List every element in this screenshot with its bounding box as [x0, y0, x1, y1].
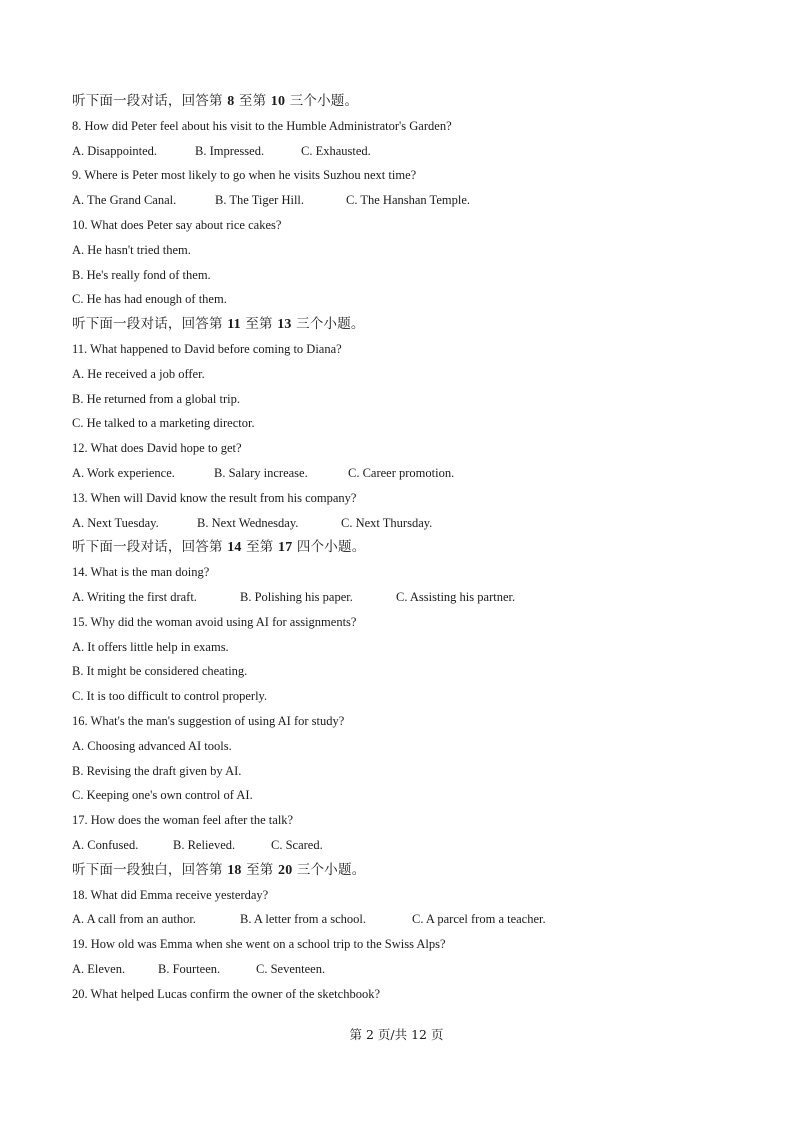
option-c[interactable]: C. He has had enough of them.	[72, 292, 227, 307]
section-heading: 听下面一段对话，回答第 11 至第 13 三个小题。	[72, 316, 365, 333]
question-text: 16. What's the man's suggestion of using AI for study?	[72, 713, 345, 728]
question-text: 12. What does David hope to get?	[72, 441, 242, 456]
option-a[interactable]: A. He hasn't tried them.	[72, 242, 191, 257]
option-c[interactable]: C. Scared.	[271, 837, 323, 852]
option-b[interactable]: B. Relieved.	[173, 837, 236, 852]
option-a[interactable]: A. Eleven.	[72, 961, 126, 976]
exam-page	[72, 89, 752, 1006]
option-a[interactable]: A. Next Tuesday.	[72, 515, 159, 530]
question-text: 9. Where is Peter most likely to go when he visits Suzhou next time?	[72, 168, 417, 183]
options-row	[72, 585, 752, 610]
option-b[interactable]: B. It might be considered cheating.	[72, 664, 248, 679]
option-c[interactable]: C. Career promotion.	[348, 465, 455, 480]
option-b[interactable]: B. Revising the draft given by AI.	[72, 763, 242, 778]
option-b[interactable]: B. Fourteen.	[158, 961, 221, 976]
options-row	[72, 833, 752, 858]
option-a[interactable]: A. Work experience.	[72, 465, 175, 480]
section-heading: 听下面一段独白，回答第 18 至第 20 三个小题。	[72, 861, 366, 878]
option-a[interactable]: A. A call from an author.	[72, 912, 196, 927]
option-a[interactable]: A. He received a job offer.	[72, 366, 205, 381]
question-text: 17. How does the woman feel after the talk?	[72, 813, 294, 828]
question-text: 13. When will David know the result from his company?	[72, 490, 357, 505]
option-a[interactable]: A. Writing the first draft.	[72, 589, 197, 604]
option-c[interactable]: C. Exhausted.	[301, 143, 371, 158]
question-text: 18. What did Emma receive yesterday?	[72, 887, 269, 902]
question-text: 15. Why did the woman avoid using AI for assignments?	[72, 614, 357, 629]
option-b[interactable]: B. Polishing his paper.	[240, 589, 353, 604]
question-text: 14. What is the man doing?	[72, 565, 210, 580]
option-c[interactable]: C. He talked to a marketing director.	[72, 416, 255, 431]
question-text: 20. What helped Lucas confirm the owner of the sketchbook?	[72, 986, 381, 1001]
question-text: 19. How old was Emma when she went on a school trip to the Swiss Alps?	[72, 937, 446, 952]
option-c[interactable]: C. Assisting his partner.	[396, 589, 516, 604]
option-c[interactable]: C. Seventeen.	[256, 961, 326, 976]
section-heading: 听下面一段对话，回答第 8 至第 10 三个小题。	[72, 93, 359, 109]
options-row	[72, 907, 752, 932]
options-row	[72, 511, 752, 536]
option-b[interactable]: B. Next Wednesday.	[197, 515, 299, 530]
option-b[interactable]: B. Salary increase.	[214, 465, 308, 480]
option-b[interactable]: B. He's really fond of them.	[72, 267, 211, 282]
option-c[interactable]: C. Keeping one's own control of AI.	[72, 788, 253, 803]
section-heading: 听下面一段对话，回答第 14 至第 17 四个小题。	[72, 539, 366, 556]
option-a[interactable]: A. It offers little help in exams.	[72, 639, 229, 654]
question-text: 11. What happened to David before coming to Diana?	[72, 341, 342, 356]
option-a[interactable]: A. Confused.	[72, 837, 139, 852]
option-c[interactable]: C. The Hanshan Temple.	[346, 193, 470, 208]
page-footer: 第 2 页/共 12 页	[349, 1027, 444, 1042]
option-b[interactable]: B. The Tiger Hill.	[215, 193, 305, 208]
options-row	[72, 139, 752, 164]
option-b[interactable]: B. He returned from a global trip.	[72, 391, 241, 406]
question-text: 10. What does Peter say about rice cakes?	[72, 217, 282, 232]
option-b[interactable]: B. A letter from a school.	[240, 912, 367, 927]
option-c[interactable]: C. Next Thursday.	[341, 515, 433, 530]
option-a[interactable]: A. The Grand Canal.	[72, 193, 177, 208]
options-row	[72, 461, 752, 486]
question-text: 8. How did Peter feel about his visit to the Humble Administrator's Garden?	[72, 118, 452, 133]
option-c[interactable]: C. A parcel from a teacher.	[412, 912, 546, 927]
options-row	[72, 957, 752, 982]
option-a[interactable]: A. Choosing advanced AI tools.	[72, 738, 232, 753]
options-row	[72, 188, 752, 213]
option-b[interactable]: B. Impressed.	[195, 143, 265, 158]
option-c[interactable]: C. It is too difficult to control properly.	[72, 689, 268, 704]
option-a[interactable]: A. Disappointed.	[72, 143, 158, 158]
